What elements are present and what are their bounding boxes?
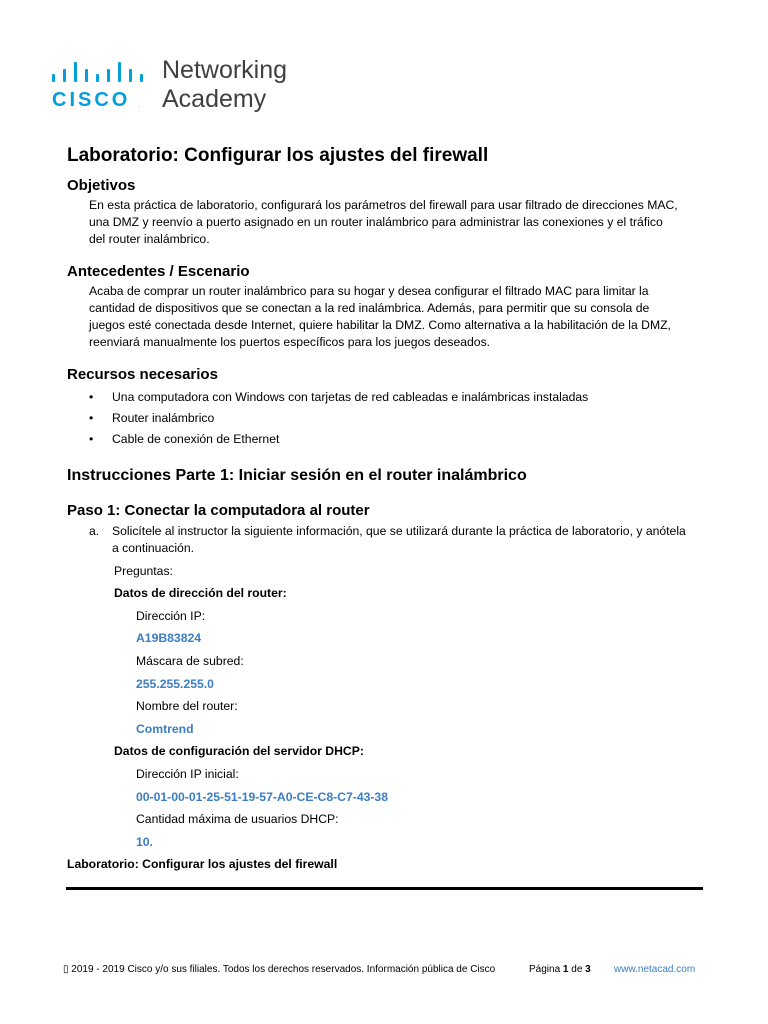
objetivos-line: En esta práctica de laboratorio, configurará los parámetros del firewall para usar filtrado de direcciones MAC, bbox=[89, 198, 678, 212]
step-line: Solicítele al instructor la siguiente información, que se utilizará durante la práctica de laboratorio, y anótela bbox=[112, 524, 686, 538]
netacad-link[interactable]: www.netacad.com bbox=[614, 964, 696, 975]
parte1-heading: Instrucciones Parte 1: Iniciar sesión en el router inalámbrico bbox=[67, 467, 527, 484]
logo-line-1: Networking bbox=[162, 56, 288, 84]
step-a bbox=[89, 523, 719, 557]
page-title: Laboratorio: Configurar los ajustes del firewall bbox=[67, 145, 489, 166]
logo-line-2: Academy bbox=[162, 85, 267, 113]
list-item: • Una computadora con Windows con tarjetas de red cableadas e inalámbricas instaladas bbox=[89, 389, 588, 410]
page-of: de bbox=[571, 964, 583, 975]
dhcp-section-label: Datos de configuración del servidor DHCP: bbox=[114, 744, 364, 758]
page-label: Página bbox=[529, 964, 561, 975]
step-line: a continuación. bbox=[112, 541, 194, 555]
cisco-wordmark: CISCO bbox=[52, 89, 131, 111]
ip-value: A19B83824 bbox=[136, 631, 202, 645]
antecedentes-line: cantidad de dispositivos que se conectan a la red inalámbrica. Además, para permitir que su consola de bbox=[89, 301, 650, 315]
router-name-value: Comtrend bbox=[136, 722, 194, 736]
objetivos-paragraph bbox=[89, 197, 709, 248]
page-indicator bbox=[529, 963, 591, 977]
objetivos-line: del router inalámbrico. bbox=[89, 232, 210, 246]
networking-academy-wordmark bbox=[162, 56, 287, 114]
running-header-title: Laboratorio: Configurar los ajustes del firewall bbox=[67, 857, 338, 871]
step-letter: a. bbox=[89, 524, 100, 538]
max-users-label: Cantidad máxima de usuarios DHCP: bbox=[136, 812, 339, 826]
max-users-value: 10. bbox=[136, 835, 153, 849]
divider bbox=[66, 887, 703, 890]
router-name-label: Nombre del router: bbox=[136, 699, 238, 713]
mask-value: 255.255.255.0 bbox=[136, 677, 214, 691]
antecedentes-heading: Antecedentes / Escenario bbox=[67, 263, 250, 280]
router-section-label: Datos de dirección del router: bbox=[114, 586, 287, 600]
page-number: 1 bbox=[562, 964, 569, 975]
antecedentes-paragraph bbox=[89, 283, 709, 351]
paso1-heading: Paso 1: Conectar la computadora al router bbox=[67, 502, 370, 519]
cisco-bars-icon bbox=[52, 60, 144, 82]
antecedentes-line: juegos esté conectada desde Internet, quiere habilitar la DMZ. Como alternativa a la habilitación de la DMZ, bbox=[89, 318, 671, 332]
ip-label: Dirección IP: bbox=[136, 609, 206, 623]
objetivos-heading: Objetivos bbox=[67, 177, 136, 194]
cisco-networking-academy-logo bbox=[52, 58, 312, 118]
start-ip-value: 00-01-00-01-25-51-19-57-A0-CE-C8-C7-43-38 bbox=[136, 790, 388, 804]
copyright-text: ▯ 2019 - 2019 Cisco y/o sus filiales. Todos los derechos reservados. Información pública de Cisco bbox=[63, 964, 496, 975]
preguntas-label: Preguntas: bbox=[114, 564, 173, 578]
page-total: 3 bbox=[585, 964, 591, 975]
start-ip-label: Dirección IP inicial: bbox=[136, 767, 239, 781]
recursos-list bbox=[89, 389, 588, 452]
list-item: • Router inalámbrico bbox=[89, 410, 588, 431]
antecedentes-line: Acaba de comprar un router inalámbrico para su hogar y desea configurar el filtrado MAC para limitar la bbox=[89, 284, 649, 298]
antecedentes-line: reenviará manualmente los puertos específicos para los juegos deseados. bbox=[89, 335, 491, 349]
mask-label: Máscara de subred: bbox=[136, 654, 244, 668]
trademark-mark: . bbox=[138, 103, 140, 109]
list-item: • Cable de conexión de Ethernet bbox=[89, 431, 588, 452]
objetivos-line: una DMZ y reenvío a puerto asignado en un router inalámbrico para administrar las conexiones y el tráfico bbox=[89, 215, 663, 229]
recursos-heading: Recursos necesarios bbox=[67, 366, 218, 383]
